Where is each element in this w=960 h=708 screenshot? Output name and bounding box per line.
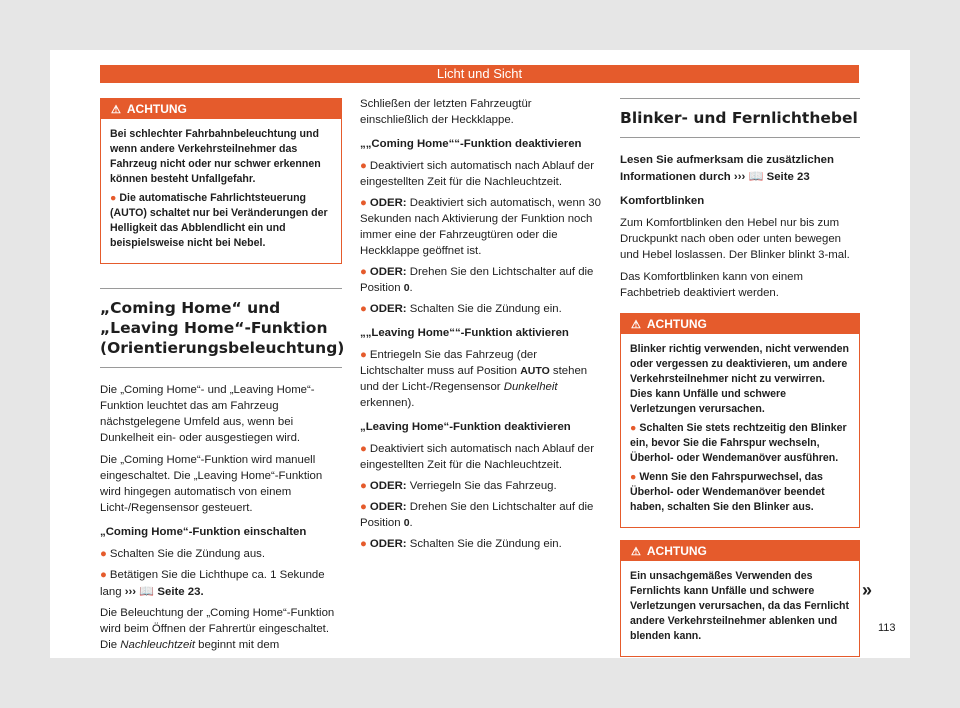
oder-label: ODER: (369, 197, 407, 209)
section-title-blinker (620, 98, 860, 138)
warning-text: Bei schlechter Fahrbahnbeleuchtung und wenn andere Verkehrsteilnehmer das Fahrzeug nicht oder nur schwer erkennen können besteht Unfallgefahr. (110, 128, 321, 185)
bullet-text: Drehen Sie den Lichtschalter auf die Position (360, 501, 594, 529)
warning-body (621, 334, 859, 527)
page-number: 113 (878, 622, 896, 634)
section-heading: Blinker- und Fernlichthebel (620, 109, 858, 127)
bullet-item (360, 195, 602, 259)
bullet-icon: ● (360, 538, 367, 550)
switch-position-tag: AUTO (520, 365, 550, 377)
paragraph (100, 605, 342, 653)
warning-text: Blinker richtig verwenden, nicht verwenden oder vergessen zu deaktivieren, um andere Verkehrsteilnehmer nicht zu verwirren. Dies kann Unfälle und schwere Verletzungen verursachen. (630, 343, 849, 415)
warning-label: ACHTUNG (646, 544, 707, 558)
sub-heading: „„Leaving Home““-Funktion aktivieren (360, 327, 569, 339)
warning-header (621, 314, 859, 334)
oder-label: ODER: (369, 538, 407, 550)
bullet-icon: ● (360, 443, 367, 455)
bullet-item (360, 441, 602, 473)
warning-box-fernlicht (620, 540, 860, 657)
bullet-item (100, 546, 342, 562)
column-middle (360, 96, 602, 557)
bullet-item: ● ODER: Drehen Sie den Lichtschalter auf die Position 0. (360, 266, 594, 294)
bullet-text: Betätigen Sie die Lichthupe ca. 1 Sekunde lang (100, 569, 325, 598)
paragraph: Die „Coming Home“-Funktion wird manuell eingeschaltet. Die „Leaving Home“-Funktion wird hingegen automatisch von einem Licht-/Regensensor gesteuert. (100, 454, 323, 514)
bullet-item (360, 536, 602, 552)
warning-header (101, 99, 341, 119)
warning-box-auto-light (100, 98, 342, 264)
warning-header (621, 541, 859, 561)
page-reference-link[interactable]: Seite 23. (157, 586, 204, 598)
section-title-coming-home (100, 288, 345, 368)
column-left (100, 98, 345, 659)
section-heading: „Coming Home“ und „Leaving Home“-Funktion (Orientierungsbeleuchtung) (100, 299, 345, 357)
bullet-text: Drehen Sie den Lichtschalter auf die Position (360, 266, 594, 294)
page-reference-link[interactable]: Seite 23 (766, 171, 810, 183)
bullet-text: stehen und der Licht-/Regensensor (360, 365, 588, 393)
bullet-icon: ● (360, 480, 367, 492)
switch-position-tag: 0 (403, 517, 410, 529)
paragraph-text: Die Beleuchtung der „Coming Home“-Funktion wird beim Öffnen der Fahrertür eingeschaltet. Die (100, 607, 335, 651)
bullet-text: Verriegeln Sie das Fahrzeug. (409, 480, 557, 492)
bullet-icon: ● (110, 192, 117, 204)
column-right (620, 98, 860, 657)
sub-heading: „„Coming Home““-Funktion deaktivieren (360, 138, 582, 150)
paragraph: Das Komfortblinken kann von einem Fachbetrieb deaktiviert werden. (620, 271, 803, 299)
warning-box-blinker (620, 313, 860, 528)
bullet-item (360, 347, 602, 411)
bullet-text: Schalten Sie die Zündung ein. (409, 303, 562, 315)
warning-triangle-icon: ⚠ (631, 546, 641, 558)
emphasis-text: Dunkelheit (503, 381, 558, 393)
oder-label: ODER: (369, 480, 407, 492)
warning-label: ACHTUNG (646, 317, 707, 331)
continue-arrow-icon: » (862, 580, 873, 600)
switch-position-tag: 0 (403, 282, 410, 294)
intro-paragraph (620, 152, 860, 185)
bullet-icon: ● (360, 160, 367, 172)
warning-triangle-icon: ⚠ (111, 104, 121, 116)
warning-bullet (630, 470, 850, 515)
oder-label: ODER: (369, 266, 407, 278)
warning-bullet (110, 191, 332, 251)
paragraph: Zum Komfortblinken den Hebel nur bis zum Druckpunkt nach oben oder unten bewegen und Hebel loslassen. Der Blinker blinkt 3-mal. (620, 217, 850, 261)
bullet-icon: ● (360, 501, 367, 513)
oder-label: ODER: (369, 501, 407, 513)
reference-arrows-icon: ››› (124, 586, 137, 598)
bullet-item (360, 158, 602, 190)
warning-label: ACHTUNG (126, 102, 187, 116)
bullet-icon: ● (360, 349, 367, 361)
sub-heading: Komfortblinken (620, 195, 705, 207)
warning-bullet-text: Schalten Sie stets rechtzeitig den Blinker ein, bevor Sie die Fahrspur wechseln, Überhol- oder Wendemanöver ausführen. (630, 422, 847, 464)
sub-heading: „Coming Home“-Funktion einschalten (100, 526, 307, 538)
bullet-text: erkennen). (360, 397, 415, 409)
bullet-text: Entriegeln Sie das Fahrzeug (der Lichtschalter muss auf Position (360, 349, 538, 377)
paragraph: Schließen der letzten Fahrzeugtür einschließlich der Heckklappe. (360, 98, 532, 126)
bullet-icon: ● (360, 197, 367, 209)
bullet-text: Deaktiviert sich automatisch nach Ablauf der eingestellten Zeit für die Nachleuchtzeit. (360, 160, 595, 188)
book-icon: 📖 (748, 169, 764, 183)
chapter-header: Licht und Sicht (100, 65, 859, 83)
bullet-item (100, 567, 342, 600)
bullet-icon: ● (360, 266, 367, 278)
bullet-icon: ● (360, 303, 367, 315)
bullet-item: ● ODER: Drehen Sie den Lichtschalter auf die Position 0. (360, 501, 594, 529)
emphasis-text: Nachleuchtzeit (120, 639, 195, 651)
bullet-icon: ● (100, 569, 107, 581)
paragraph: Die „Coming Home“- und „Leaving Home“-Funktion leuchtet das am Fahrzeug nächstgelegene Umfeld aus, wenn bei Dunkelheit ein- oder ausgestiegen wird. (100, 384, 315, 444)
sub-heading: „Leaving Home“-Funktion deaktivieren (360, 421, 571, 433)
warning-bullet-text: Die automatische Fahrlichtsteuerung (AUTO) schaltet nur bei Veränderungen der Helligkeit das Abblendlicht ein und beispielsweise nicht bei Nebel. (110, 192, 328, 249)
bullet-icon: ● (630, 471, 637, 483)
bullet-text: Deaktiviert sich automatisch nach Ablauf der eingestellten Zeit für die Nachleuchtzeit. (360, 443, 595, 471)
reference-arrows-icon: ››› (733, 171, 746, 183)
bullet-item (360, 478, 602, 494)
warning-body (101, 119, 341, 263)
warning-body (621, 561, 859, 656)
paragraph-text: beginnt mit dem (198, 639, 280, 651)
bullet-icon: ● (100, 548, 107, 560)
bullet-icon: ● (630, 422, 637, 434)
warning-bullet (630, 421, 850, 466)
warning-text: Ein unsachgemäßes Verwenden des Fernlichts kann Unfälle und schwere Verletzungen verursachen, da das Fernlicht andere Verkehrsteilnehmer ablenken und blenden kann. (630, 570, 850, 642)
warning-triangle-icon: ⚠ (631, 319, 641, 331)
warning-bullet-text: Wenn Sie den Fahrspurwechsel, das Überhol- oder Wendemanöver beendet haben, schalten Sie den Blinker aus. (630, 471, 825, 513)
bullet-text: Deaktiviert sich automatisch, wenn 30 Sekunden nach Aktivierung der Funktion noch immer eine der Fahrzeugtüren oder die Heckklappe geöffnet ist. (360, 197, 601, 257)
bullet-item (360, 301, 602, 317)
manual-page (50, 50, 910, 658)
bullet-text: Schalten Sie die Zündung ein. (409, 538, 562, 550)
bullet-text: Schalten Sie die Zündung aus. (109, 548, 266, 560)
oder-label: ODER: (369, 303, 407, 315)
book-icon: 📖 (139, 584, 155, 598)
intro-text: Lesen Sie aufmerksam die zusätzlichen Informationen durch (620, 154, 834, 183)
